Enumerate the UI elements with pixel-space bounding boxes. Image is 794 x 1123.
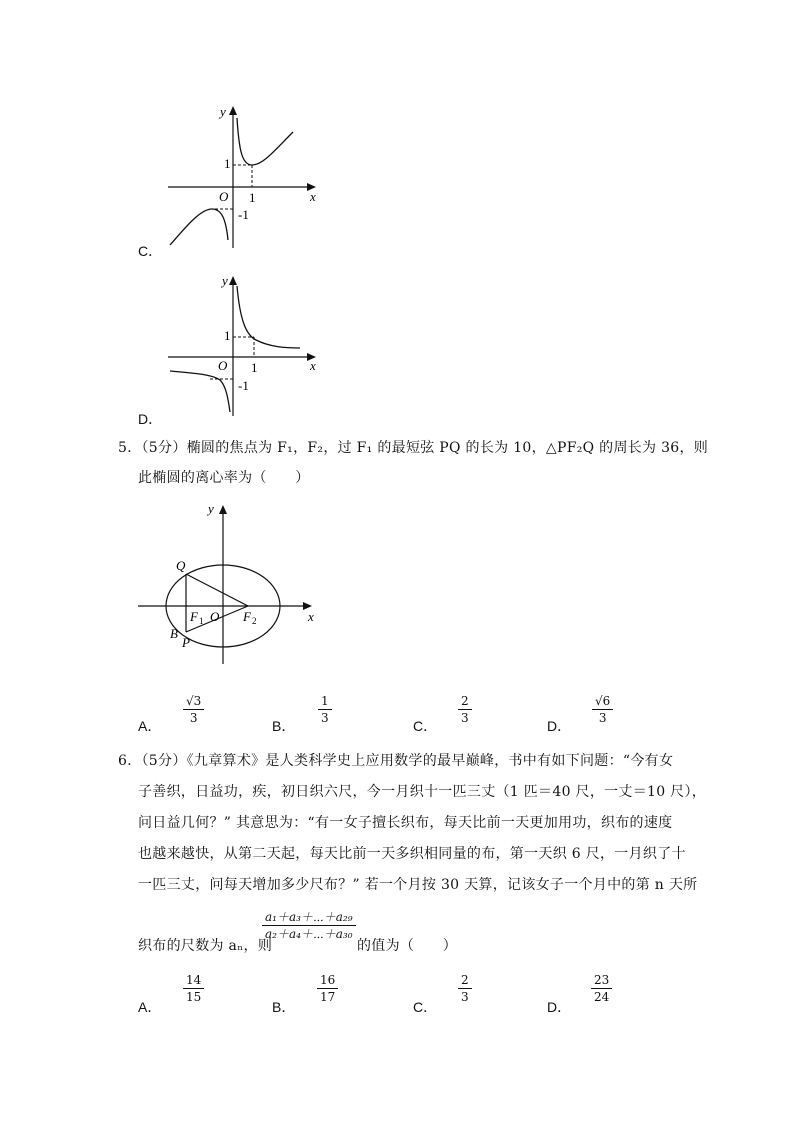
curve-right bbox=[237, 286, 300, 348]
q6-line1: 6．（5分）《九章算术》是人类科学史上应用数学的最早巅峰，书中有如下问题：“今有女 bbox=[118, 753, 674, 769]
q6-option-b-den: 17 bbox=[320, 990, 336, 1004]
q6-ratio-fraction bbox=[262, 910, 356, 941]
point-q: Q bbox=[176, 558, 186, 573]
curve-left bbox=[170, 209, 228, 245]
origin-label: O bbox=[218, 358, 228, 373]
graph-d bbox=[160, 270, 330, 420]
q5-option-a-value bbox=[183, 694, 204, 725]
y-label: y bbox=[222, 273, 228, 288]
q5-option-c-den: 3 bbox=[461, 711, 469, 725]
tick-neg1: -1 bbox=[238, 207, 249, 222]
q6-option-a-num: 14 bbox=[186, 973, 202, 987]
point-b: B bbox=[170, 626, 178, 641]
curve-right bbox=[237, 118, 293, 165]
q6-line4: 也越来越快，从第二天起，每天比前一天多织相同量的布，第一天织 6 尺，一月织了十 bbox=[138, 846, 686, 862]
tick-x-1: 1 bbox=[249, 190, 256, 205]
segment-qf2 bbox=[186, 574, 248, 606]
point-f1-sub: 1 bbox=[199, 616, 204, 626]
q6-line2: 子善织，日益功，疾，初日织六尺，今一月织十一匹三丈（1 匹＝40 尺，一丈＝10 尺）， bbox=[138, 784, 707, 800]
q5-option-d-value bbox=[592, 694, 613, 725]
tick-x-1: 1 bbox=[251, 360, 258, 375]
q5-option-c-num: 2 bbox=[461, 694, 469, 708]
q5-option-b-value bbox=[318, 694, 332, 725]
q6-frac-num: a₁＋a₃＋⋯＋a₂₉ bbox=[265, 910, 353, 924]
q6-line5: 一匹三丈，问每天增加多少尺布？” 若一个月按 30 天算，记该女子一个月中的第 n 天所 bbox=[138, 877, 698, 893]
y-arrow-icon bbox=[219, 505, 227, 514]
q6-option-c-num: 2 bbox=[461, 973, 469, 987]
q5-option-a-label[interactable]: A． bbox=[138, 718, 162, 734]
q6-option-b-label[interactable]: B． bbox=[272, 999, 296, 1015]
q5-line2: 此椭圆的离心率为（ ） bbox=[138, 470, 310, 486]
tick-y-1: 1 bbox=[224, 156, 231, 171]
q6-option-d-label[interactable]: D． bbox=[547, 999, 572, 1015]
q5-option-d-label[interactable]: D． bbox=[547, 718, 572, 734]
q5-option-c-label[interactable]: C． bbox=[413, 718, 438, 734]
q6-option-d-num: 23 bbox=[594, 973, 610, 987]
tick-y-1: 1 bbox=[224, 328, 231, 343]
point-f2: F bbox=[243, 609, 251, 624]
tick-neg1: -1 bbox=[238, 378, 249, 393]
origin-label: O bbox=[219, 189, 229, 204]
q6-line6-post: 的值为（ ） bbox=[357, 938, 458, 954]
x-label: x bbox=[308, 609, 314, 624]
x-label: x bbox=[310, 358, 316, 373]
y-label: y bbox=[208, 501, 214, 516]
q5-option-a-den: 3 bbox=[189, 711, 198, 725]
q6-option-a-label[interactable]: A． bbox=[138, 999, 162, 1015]
q5-option-d-num: √6 bbox=[595, 694, 611, 708]
q6-option-d-value bbox=[591, 973, 612, 1004]
q6-option-c-label[interactable]: C． bbox=[413, 999, 438, 1015]
point-f1: F bbox=[190, 609, 198, 624]
q5-option-b-den: 3 bbox=[321, 711, 329, 725]
q6-line6-pre: 织布的尺数为 aₙ，则 bbox=[138, 938, 273, 954]
y-arrow-icon bbox=[229, 276, 237, 285]
q6-option-c-value bbox=[458, 973, 472, 1004]
q5-line1: 5．（5分）椭圆的焦点为 F₁，F₂，过 F₁ 的最短弦 PQ 的长为 10，△PF₂Q 的周长为 36，则 bbox=[118, 440, 709, 456]
ellipse-figure bbox=[130, 497, 330, 672]
q5-option-d-den: 3 bbox=[598, 711, 607, 725]
q5-option-a-num: √3 bbox=[186, 694, 202, 708]
point-p: P bbox=[182, 635, 190, 650]
q6-option-b-value bbox=[317, 973, 338, 1004]
x-label: x bbox=[310, 189, 316, 204]
q5-option-c-value bbox=[458, 694, 472, 725]
y-label: y bbox=[220, 104, 226, 119]
curve-left bbox=[170, 371, 230, 412]
option-d-label: D． bbox=[138, 411, 163, 427]
q6-option-b-num: 16 bbox=[320, 973, 336, 987]
q6-option-a-value bbox=[183, 973, 204, 1004]
q6-option-c-den: 3 bbox=[461, 990, 469, 1004]
point-f2-sub: 2 bbox=[252, 616, 257, 626]
y-arrow-icon bbox=[229, 106, 237, 115]
q6-frac-den: a₂＋a₄＋⋯＋a₃₀ bbox=[265, 927, 353, 941]
point-o: O bbox=[210, 609, 220, 624]
q5-option-b-num: 1 bbox=[321, 694, 329, 708]
q5-option-b-label[interactable]: B． bbox=[272, 718, 296, 734]
q6-line3: 问日益几何？” 其意思为：“有一女子擅长织布，每天比前一天更加用功，织布的速度 bbox=[138, 815, 673, 831]
graph-c bbox=[160, 100, 330, 260]
q6-option-d-den: 24 bbox=[594, 990, 610, 1004]
option-c-label: C． bbox=[138, 243, 163, 259]
q6-option-a-den: 15 bbox=[186, 990, 202, 1004]
